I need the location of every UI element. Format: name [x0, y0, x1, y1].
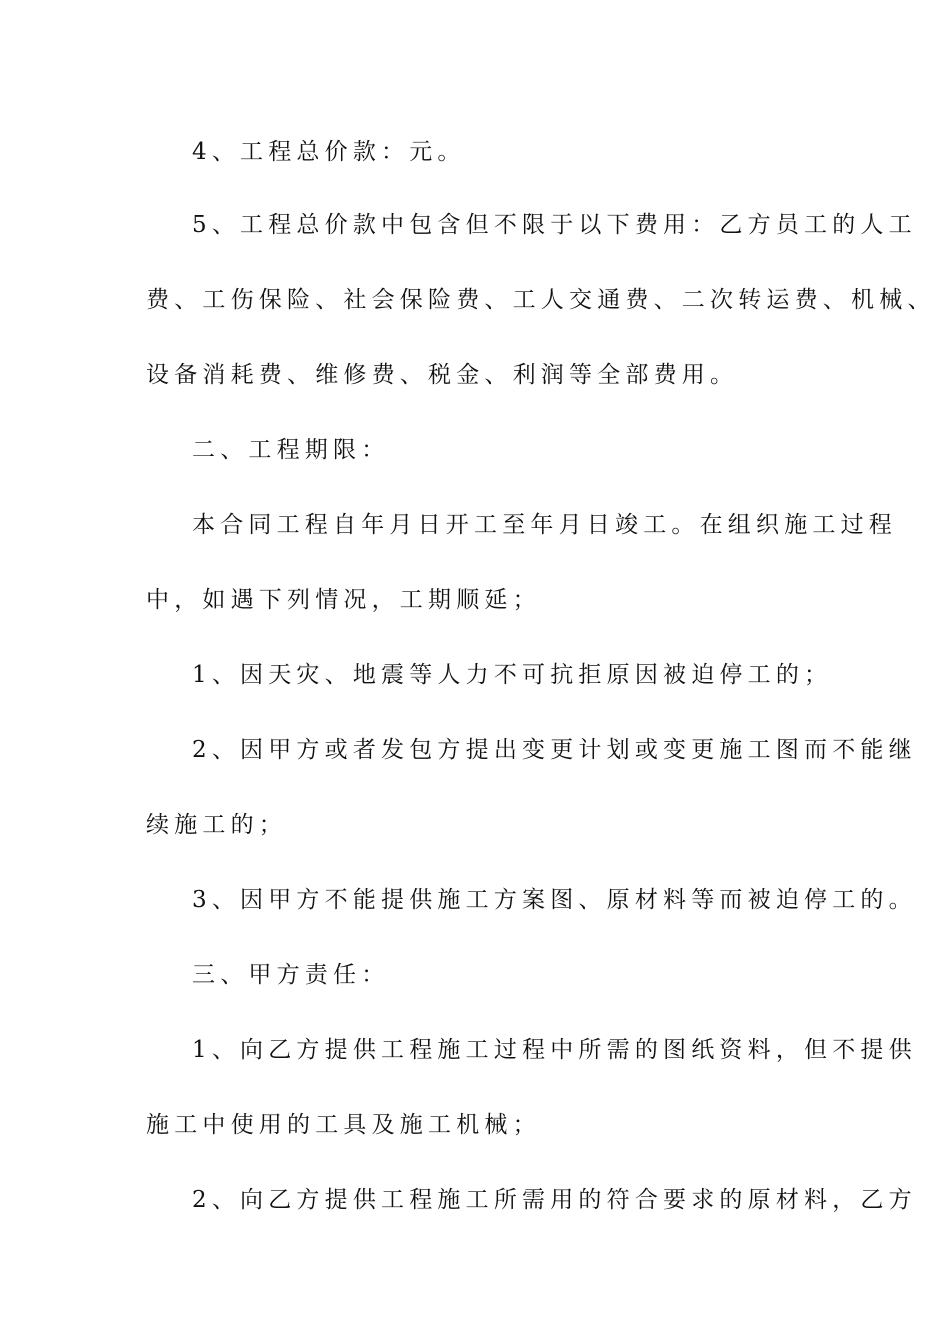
list-item-delay-2-line-2: 续施工的；	[146, 812, 287, 838]
list-item-delay-3: 3、因甲方不能提供施工方案图、原材料等而被迫停工的。	[192, 887, 917, 913]
paragraph-total-price: 4、工程总价款：元。	[192, 139, 466, 165]
section-heading-party-a-duties: 三、甲方责任：	[192, 962, 390, 988]
list-item-delay-2-line-1: 2、因甲方或者发包方提出变更计划或变更施工图而不能继	[192, 737, 917, 763]
list-item-duty-1-line-1: 1、向乙方提供工程施工过程中所需的图纸资料，但不提供	[192, 1037, 917, 1063]
paragraph-period-line-1: 本合同工程自年月日开工至年月日竣工。在组织施工过程	[192, 512, 897, 538]
list-item-delay-1: 1、因天灾、地震等人力不可抗拒原因被迫停工的；	[192, 662, 833, 688]
paragraph-fees-line-1: 5、工程总价款中包含但不限于以下费用：乙方员工的人工	[192, 212, 917, 238]
paragraph-fees-line-3: 设备消耗费、维修费、税金、利润等全部费用。	[146, 362, 739, 388]
paragraph-fees-line-2: 费、工伤保险、社会保险费、工人交通费、二次转运费、机械、	[146, 287, 936, 313]
paragraph-period-line-2: 中，如遇下列情况，工期顺延；	[146, 587, 541, 613]
section-heading-project-period: 二、工程期限：	[192, 437, 390, 463]
list-item-duty-2-line-1: 2、向乙方提供工程施工所需用的符合要求的原材料，乙方	[192, 1187, 917, 1213]
list-item-duty-1-line-2: 施工中使用的工具及施工机械；	[146, 1112, 541, 1138]
